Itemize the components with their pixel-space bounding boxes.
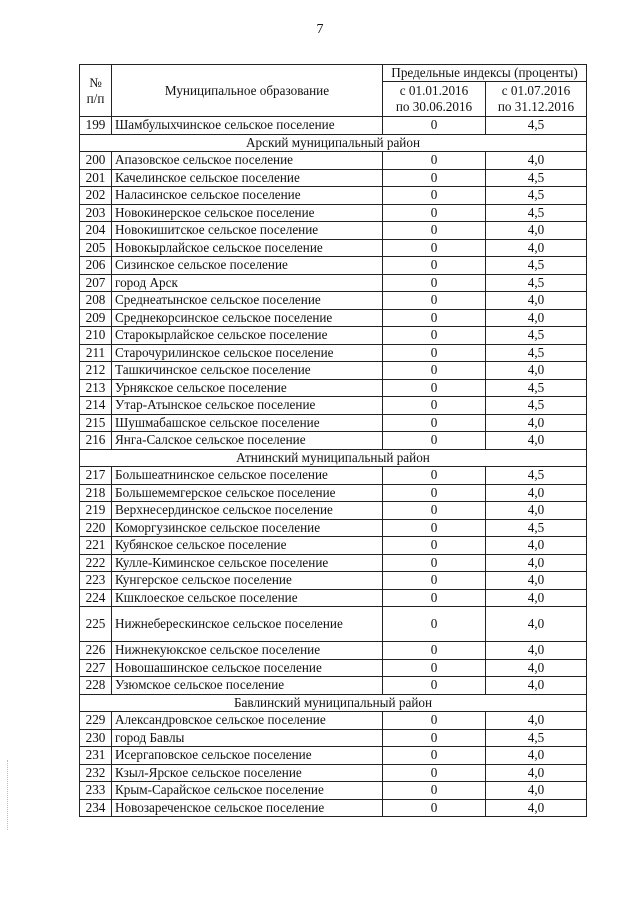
index-period-1: 0 bbox=[383, 204, 486, 222]
index-period-2: 4,0 bbox=[486, 799, 587, 817]
header-index-group: Предельные индексы (проценты) bbox=[383, 65, 587, 82]
row-number: 214 bbox=[80, 397, 112, 415]
row-number: 205 bbox=[80, 239, 112, 257]
table-row bbox=[80, 222, 587, 240]
tariff-index-table bbox=[79, 64, 587, 817]
table-row bbox=[80, 432, 587, 450]
table-row bbox=[80, 397, 587, 415]
index-period-1: 0 bbox=[383, 152, 486, 170]
row-number: 228 bbox=[80, 677, 112, 695]
index-period-2: 4,0 bbox=[486, 677, 587, 695]
table-row bbox=[80, 677, 587, 695]
row-number: 213 bbox=[80, 379, 112, 397]
header-period-1 bbox=[383, 82, 486, 117]
table-row bbox=[80, 292, 587, 310]
index-period-1: 0 bbox=[383, 589, 486, 607]
row-number: 209 bbox=[80, 309, 112, 327]
index-period-2: 4,5 bbox=[486, 379, 587, 397]
row-number: 216 bbox=[80, 432, 112, 450]
municipality-name: Александровское сельское поселение bbox=[112, 712, 383, 730]
table-row bbox=[80, 379, 587, 397]
district-name: Бавлинский муниципальный район bbox=[80, 694, 587, 712]
municipality-name: Кзыл-Ярское сельское поселение bbox=[112, 764, 383, 782]
table-row bbox=[80, 239, 587, 257]
table-row bbox=[80, 467, 587, 485]
table-row bbox=[80, 519, 587, 537]
municipality-name: Нижнеберескинское сельское поселение bbox=[112, 607, 383, 642]
table-row bbox=[80, 362, 587, 380]
table-row bbox=[80, 484, 587, 502]
index-period-1: 0 bbox=[383, 782, 486, 800]
index-period-1: 0 bbox=[383, 554, 486, 572]
table-row bbox=[80, 782, 587, 800]
table-row bbox=[80, 414, 587, 432]
municipality-name: Шамбулыхчинское сельское поселение bbox=[112, 117, 383, 135]
row-number: 212 bbox=[80, 362, 112, 380]
table-row bbox=[80, 712, 587, 730]
index-period-2: 4,5 bbox=[486, 169, 587, 187]
index-period-2: 4,0 bbox=[486, 659, 587, 677]
district-group-row bbox=[80, 694, 587, 712]
index-period-2: 4,0 bbox=[486, 589, 587, 607]
row-number: 203 bbox=[80, 204, 112, 222]
index-period-2: 4,5 bbox=[486, 187, 587, 205]
row-number: 218 bbox=[80, 484, 112, 502]
index-period-2: 4,5 bbox=[486, 729, 587, 747]
index-period-1: 0 bbox=[383, 344, 486, 362]
district-name: Арский муниципальный район bbox=[80, 134, 587, 152]
municipality-name: Узюмское сельское поселение bbox=[112, 677, 383, 695]
index-period-1: 0 bbox=[383, 187, 486, 205]
municipality-name: Большемемгерское сельское поселение bbox=[112, 484, 383, 502]
index-period-1: 0 bbox=[383, 379, 486, 397]
row-number: 223 bbox=[80, 572, 112, 590]
table-row bbox=[80, 799, 587, 817]
municipality-name: Качелинское сельское поселение bbox=[112, 169, 383, 187]
table-header bbox=[80, 65, 587, 117]
index-period-1: 0 bbox=[383, 572, 486, 590]
index-period-1: 0 bbox=[383, 257, 486, 275]
index-period-2: 4,5 bbox=[486, 397, 587, 415]
municipality-name: Кулле-Киминское сельское поселение bbox=[112, 554, 383, 572]
index-period-1: 0 bbox=[383, 799, 486, 817]
margin-mark bbox=[7, 760, 10, 830]
municipality-name: Нижнекуюкское сельское поселение bbox=[112, 642, 383, 660]
index-period-2: 4,0 bbox=[486, 362, 587, 380]
index-period-1: 0 bbox=[383, 117, 486, 135]
index-period-2: 4,0 bbox=[486, 414, 587, 432]
municipality-name: Среднеатынское сельское поселение bbox=[112, 292, 383, 310]
index-period-2: 4,0 bbox=[486, 502, 587, 520]
table-row bbox=[80, 327, 587, 345]
row-number: 224 bbox=[80, 589, 112, 607]
index-period-1: 0 bbox=[383, 362, 486, 380]
municipality-name: Шушмабашское сельское поселение bbox=[112, 414, 383, 432]
table-body bbox=[80, 117, 587, 817]
index-period-2: 4,5 bbox=[486, 274, 587, 292]
municipality-name: город Бавлы bbox=[112, 729, 383, 747]
row-number: 232 bbox=[80, 764, 112, 782]
table-row bbox=[80, 607, 587, 642]
row-number: 207 bbox=[80, 274, 112, 292]
index-period-2: 4,5 bbox=[486, 344, 587, 362]
row-number: 217 bbox=[80, 467, 112, 485]
index-period-2: 4,5 bbox=[486, 327, 587, 345]
index-period-1: 0 bbox=[383, 659, 486, 677]
row-number: 220 bbox=[80, 519, 112, 537]
table-row bbox=[80, 169, 587, 187]
index-period-2: 4,5 bbox=[486, 257, 587, 275]
index-period-2: 4,0 bbox=[486, 309, 587, 327]
index-period-2: 4,0 bbox=[486, 222, 587, 240]
district-name: Атнинский муниципальный район bbox=[80, 449, 587, 467]
header-number bbox=[80, 65, 112, 117]
index-period-1: 0 bbox=[383, 292, 486, 310]
index-period-1: 0 bbox=[383, 712, 486, 730]
municipality-name: Урнякское сельское поселение bbox=[112, 379, 383, 397]
row-number: 226 bbox=[80, 642, 112, 660]
table-row bbox=[80, 764, 587, 782]
index-period-1: 0 bbox=[383, 764, 486, 782]
page-number: 7 bbox=[316, 22, 324, 37]
index-period-1: 0 bbox=[383, 327, 486, 345]
row-number: 225 bbox=[80, 607, 112, 642]
table-row bbox=[80, 257, 587, 275]
row-number: 200 bbox=[80, 152, 112, 170]
index-period-1: 0 bbox=[383, 414, 486, 432]
index-period-1: 0 bbox=[383, 309, 486, 327]
row-number: 210 bbox=[80, 327, 112, 345]
municipality-name: Крым-Сарайское сельское поселение bbox=[112, 782, 383, 800]
index-period-1: 0 bbox=[383, 729, 486, 747]
index-period-1: 0 bbox=[383, 484, 486, 502]
municipality-name: город Арск bbox=[112, 274, 383, 292]
municipality-name: Коморгузинское сельское поселение bbox=[112, 519, 383, 537]
table-row bbox=[80, 309, 587, 327]
municipality-name: Старочурилинское сельское поселение bbox=[112, 344, 383, 362]
index-period-2: 4,0 bbox=[486, 537, 587, 555]
index-period-1: 0 bbox=[383, 432, 486, 450]
index-period-1: 0 bbox=[383, 642, 486, 660]
municipality-name: Новокырлайское сельское поселение bbox=[112, 239, 383, 257]
header-period-2 bbox=[486, 82, 587, 117]
row-number: 231 bbox=[80, 747, 112, 765]
table-row bbox=[80, 204, 587, 222]
index-period-2: 4,0 bbox=[486, 292, 587, 310]
index-period-2: 4,0 bbox=[486, 554, 587, 572]
index-period-1: 0 bbox=[383, 169, 486, 187]
municipality-name: Сизинское сельское поселение bbox=[112, 257, 383, 275]
index-period-1: 0 bbox=[383, 274, 486, 292]
municipality-name: Кунгерское сельское поселение bbox=[112, 572, 383, 590]
index-period-2: 4,0 bbox=[486, 432, 587, 450]
municipality-name: Новозареченское сельское поселение bbox=[112, 799, 383, 817]
row-number: 222 bbox=[80, 554, 112, 572]
row-number: 215 bbox=[80, 414, 112, 432]
index-period-1: 0 bbox=[383, 239, 486, 257]
municipality-name: Новокишитское сельское поселение bbox=[112, 222, 383, 240]
index-period-1: 0 bbox=[383, 537, 486, 555]
index-period-2: 4,0 bbox=[486, 152, 587, 170]
table-row bbox=[80, 187, 587, 205]
municipality-name: Исергаповское сельское поселение bbox=[112, 747, 383, 765]
municipality-name: Среднекорсинское сельское поселение bbox=[112, 309, 383, 327]
header-period-2-line1: с 01.07.2016 bbox=[501, 83, 571, 98]
index-period-1: 0 bbox=[383, 502, 486, 520]
municipality-name: Янга-Салское сельское поселение bbox=[112, 432, 383, 450]
index-period-2: 4,5 bbox=[486, 519, 587, 537]
index-period-2: 4,5 bbox=[486, 204, 587, 222]
table-row bbox=[80, 729, 587, 747]
row-number: 227 bbox=[80, 659, 112, 677]
row-number: 211 bbox=[80, 344, 112, 362]
table-row bbox=[80, 117, 587, 135]
table-row bbox=[80, 274, 587, 292]
index-period-2: 4,0 bbox=[486, 712, 587, 730]
row-number: 208 bbox=[80, 292, 112, 310]
index-period-1: 0 bbox=[383, 607, 486, 642]
table-row bbox=[80, 659, 587, 677]
row-number: 230 bbox=[80, 729, 112, 747]
index-period-2: 4,0 bbox=[486, 642, 587, 660]
row-number: 219 bbox=[80, 502, 112, 520]
district-group-row bbox=[80, 449, 587, 467]
index-period-2: 4,0 bbox=[486, 572, 587, 590]
municipality-name: Апазовское сельское поселение bbox=[112, 152, 383, 170]
district-group-row bbox=[80, 134, 587, 152]
index-period-1: 0 bbox=[383, 222, 486, 240]
municipality-name: Новошашинское сельское поселение bbox=[112, 659, 383, 677]
municipality-name: Новокинерское сельское поселение bbox=[112, 204, 383, 222]
index-period-2: 4,0 bbox=[486, 782, 587, 800]
municipality-name: Кшклоеское сельское поселение bbox=[112, 589, 383, 607]
index-period-1: 0 bbox=[383, 397, 486, 415]
municipality-name: Ташкичинское сельское поселение bbox=[112, 362, 383, 380]
table-row bbox=[80, 747, 587, 765]
header-municipality: Муниципальное образование bbox=[112, 65, 383, 117]
header-period-1-line1: с 01.01.2016 bbox=[399, 83, 469, 98]
row-number: 199 bbox=[80, 117, 112, 135]
index-period-2: 4,0 bbox=[486, 764, 587, 782]
index-period-2: 4,0 bbox=[486, 484, 587, 502]
table-row bbox=[80, 502, 587, 520]
municipality-name: Старокырлайское сельское поселение bbox=[112, 327, 383, 345]
index-period-1: 0 bbox=[383, 747, 486, 765]
row-number: 221 bbox=[80, 537, 112, 555]
header-period-2-line2: по 31.12.2016 bbox=[497, 99, 575, 114]
row-number: 201 bbox=[80, 169, 112, 187]
row-number: 206 bbox=[80, 257, 112, 275]
row-number: 204 bbox=[80, 222, 112, 240]
index-period-2: 4,0 bbox=[486, 239, 587, 257]
row-number: 229 bbox=[80, 712, 112, 730]
table-row bbox=[80, 572, 587, 590]
municipality-name: Наласинское сельское поселение bbox=[112, 187, 383, 205]
header-number-line1: № bbox=[89, 74, 102, 90]
row-number: 234 bbox=[80, 799, 112, 817]
index-period-1: 0 bbox=[383, 519, 486, 537]
table-row bbox=[80, 589, 587, 607]
row-number: 202 bbox=[80, 187, 112, 205]
index-period-2: 4,5 bbox=[486, 117, 587, 135]
row-number: 233 bbox=[80, 782, 112, 800]
index-period-1: 0 bbox=[383, 677, 486, 695]
header-period-1-line2: по 30.06.2016 bbox=[395, 99, 473, 114]
table-row bbox=[80, 642, 587, 660]
table-row bbox=[80, 554, 587, 572]
municipality-name: Кубянское сельское поселение bbox=[112, 537, 383, 555]
table-row bbox=[80, 537, 587, 555]
index-period-2: 4,5 bbox=[486, 467, 587, 485]
municipality-name: Верхнесердинское сельское поселение bbox=[112, 502, 383, 520]
table-row bbox=[80, 152, 587, 170]
index-period-2: 4,0 bbox=[486, 607, 587, 642]
index-period-2: 4,0 bbox=[486, 747, 587, 765]
index-period-1: 0 bbox=[383, 467, 486, 485]
municipality-name: Утар-Атынское сельское поселение bbox=[112, 397, 383, 415]
table-row bbox=[80, 344, 587, 362]
municipality-name: Большеатнинское сельское поселение bbox=[112, 467, 383, 485]
header-number-line2: п/п bbox=[86, 90, 105, 106]
